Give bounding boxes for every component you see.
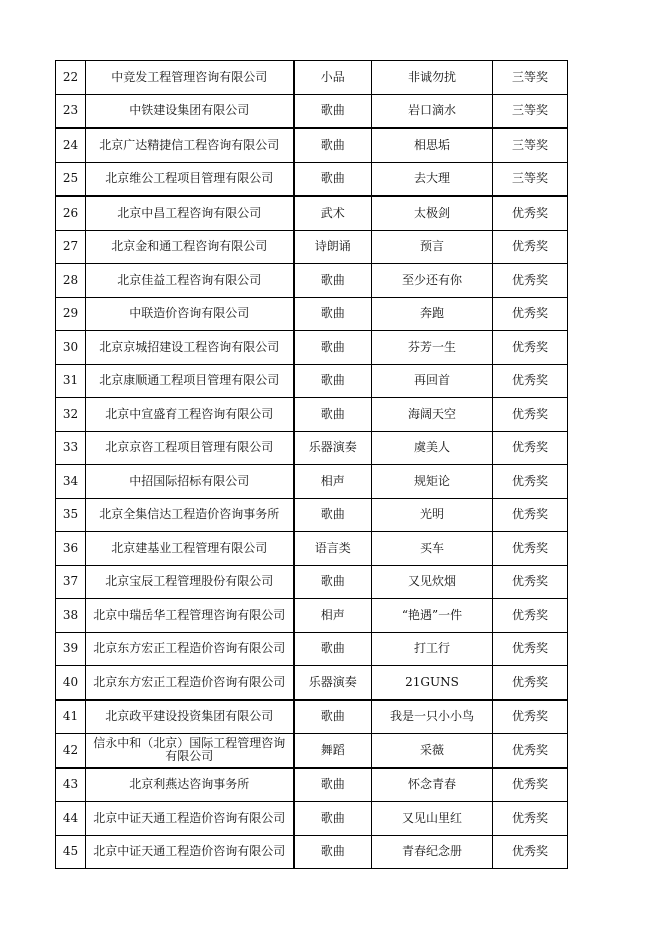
- program-category: 歌曲: [294, 768, 372, 802]
- program-category: 歌曲: [294, 398, 372, 432]
- company-name: 北京建基业工程管理有限公司: [86, 532, 294, 566]
- table-row: [56, 398, 568, 432]
- program-title: 奔跑: [372, 297, 493, 331]
- company-name: 北京中瑞岳华工程管理咨询有限公司: [86, 599, 294, 633]
- company-name: 中竞发工程管理咨询有限公司: [86, 61, 294, 95]
- program-category: 语言类: [294, 532, 372, 566]
- award-level: 优秀奖: [493, 632, 568, 666]
- row-number: 38: [56, 599, 86, 633]
- program-category: 小品: [294, 61, 372, 95]
- program-title: 相思垢: [372, 128, 493, 162]
- table-row: [56, 632, 568, 666]
- company-name: 中联造价咨询有限公司: [86, 297, 294, 331]
- row-number: 34: [56, 465, 86, 499]
- awards-table-body: [56, 61, 568, 869]
- row-number: 39: [56, 632, 86, 666]
- table-row: [56, 768, 568, 802]
- table-row: [56, 264, 568, 298]
- table-row: [56, 196, 568, 230]
- company-name: 北京利燕达咨询事务所: [86, 768, 294, 802]
- row-number: 32: [56, 398, 86, 432]
- award-level: 优秀奖: [493, 364, 568, 398]
- award-level: 优秀奖: [493, 599, 568, 633]
- company-name: 北京中证天通工程造价咨询有限公司: [86, 835, 294, 869]
- program-category: 歌曲: [294, 94, 372, 128]
- program-category: 歌曲: [294, 632, 372, 666]
- program-title: 非诚勿扰: [372, 61, 493, 95]
- program-category: 诗朗诵: [294, 230, 372, 264]
- program-category: 歌曲: [294, 364, 372, 398]
- table-row: [56, 364, 568, 398]
- award-level: 优秀奖: [493, 264, 568, 298]
- program-title: 打工行: [372, 632, 493, 666]
- program-category: 歌曲: [294, 802, 372, 836]
- row-number: 45: [56, 835, 86, 869]
- table-row: [56, 734, 568, 768]
- company-name: 中铁建设集团有限公司: [86, 94, 294, 128]
- program-title: 买车: [372, 532, 493, 566]
- award-level: 优秀奖: [493, 196, 568, 230]
- program-category: 歌曲: [294, 835, 372, 869]
- program-title: 青春纪念册: [372, 835, 493, 869]
- program-title: 规矩论: [372, 465, 493, 499]
- award-level: 三等奖: [493, 61, 568, 95]
- row-number: 31: [56, 364, 86, 398]
- table-row: [56, 297, 568, 331]
- row-number: 37: [56, 565, 86, 599]
- program-title: 太极剑: [372, 196, 493, 230]
- row-number: 36: [56, 532, 86, 566]
- program-title: 虞美人: [372, 431, 493, 465]
- award-level: 优秀奖: [493, 230, 568, 264]
- program-category: 乐器演奏: [294, 431, 372, 465]
- row-number: 23: [56, 94, 86, 128]
- row-number: 26: [56, 196, 86, 230]
- award-level: 优秀奖: [493, 700, 568, 734]
- company-name: 北京维公工程项目管理有限公司: [86, 162, 294, 196]
- table-row: [56, 498, 568, 532]
- company-name: 北京东方宏正工程造价咨询有限公司: [86, 666, 294, 700]
- company-name: 北京金和通工程咨询有限公司: [86, 230, 294, 264]
- row-number: 40: [56, 666, 86, 700]
- award-level: 三等奖: [493, 162, 568, 196]
- company-name: 北京京咨工程项目管理有限公司: [86, 431, 294, 465]
- company-name: 北京全集信达工程造价咨询事务所: [86, 498, 294, 532]
- row-number: 27: [56, 230, 86, 264]
- award-level: 优秀奖: [493, 835, 568, 869]
- row-number: 25: [56, 162, 86, 196]
- program-title: 我是一只小小鸟: [372, 700, 493, 734]
- row-number: 28: [56, 264, 86, 298]
- program-category: 歌曲: [294, 498, 372, 532]
- program-title: 去大理: [372, 162, 493, 196]
- table-row: [56, 565, 568, 599]
- table-row: [56, 230, 568, 264]
- table-row: [56, 700, 568, 734]
- award-level: 优秀奖: [493, 398, 568, 432]
- program-category: 乐器演奏: [294, 666, 372, 700]
- row-number: 35: [56, 498, 86, 532]
- awards-table: [55, 60, 568, 869]
- table-row: [56, 666, 568, 700]
- row-number: 41: [56, 700, 86, 734]
- program-title: 又见炊烟: [372, 565, 493, 599]
- program-title: 采薇: [372, 734, 493, 768]
- program-category: 歌曲: [294, 264, 372, 298]
- row-number: 30: [56, 331, 86, 365]
- program-category: 歌曲: [294, 700, 372, 734]
- award-level: 优秀奖: [493, 297, 568, 331]
- row-number: 42: [56, 734, 86, 768]
- row-number: 24: [56, 128, 86, 162]
- company-name: 北京中宣盛育工程咨询有限公司: [86, 398, 294, 432]
- company-name: 北京京城招建设工程咨询有限公司: [86, 331, 294, 365]
- program-category: 相声: [294, 599, 372, 633]
- table-row: [56, 431, 568, 465]
- award-level: 优秀奖: [493, 331, 568, 365]
- program-title: 光明: [372, 498, 493, 532]
- program-title: 岩口滴水: [372, 94, 493, 128]
- award-level: 优秀奖: [493, 666, 568, 700]
- award-level: 优秀奖: [493, 802, 568, 836]
- program-title: 怀念青春: [372, 768, 493, 802]
- table-row: [56, 162, 568, 196]
- company-name: 北京广达精捷信工程咨询有限公司: [86, 128, 294, 162]
- company-name: 北京东方宏正工程造价咨询有限公司: [86, 632, 294, 666]
- program-category: 武术: [294, 196, 372, 230]
- program-title: 又见山里红: [372, 802, 493, 836]
- award-level: 优秀奖: [493, 768, 568, 802]
- company-name: 北京宝辰工程管理股份有限公司: [86, 565, 294, 599]
- program-title: 芬芳一生: [372, 331, 493, 365]
- table-row: [56, 94, 568, 128]
- program-category: 歌曲: [294, 297, 372, 331]
- program-category: 歌曲: [294, 565, 372, 599]
- program-category: 歌曲: [294, 331, 372, 365]
- program-title: “艳遇”一件: [372, 599, 493, 633]
- company-name: 北京佳益工程咨询有限公司: [86, 264, 294, 298]
- company-name: 信永中和（北京）国际工程管理咨询有限公司: [86, 734, 294, 768]
- table-row: [56, 532, 568, 566]
- award-level: 三等奖: [493, 94, 568, 128]
- table-row: [56, 61, 568, 95]
- program-title: 21GUNS: [372, 666, 493, 700]
- table-row: [56, 599, 568, 633]
- program-title: 至少还有你: [372, 264, 493, 298]
- company-name: 北京政平建设投资集团有限公司: [86, 700, 294, 734]
- row-number: 44: [56, 802, 86, 836]
- row-number: 43: [56, 768, 86, 802]
- award-level: 优秀奖: [493, 734, 568, 768]
- program-category: 歌曲: [294, 128, 372, 162]
- row-number: 33: [56, 431, 86, 465]
- table-row: [56, 128, 568, 162]
- table-row: [56, 835, 568, 869]
- company-name: 北京中昌工程咨询有限公司: [86, 196, 294, 230]
- program-title: 预言: [372, 230, 493, 264]
- program-category: 歌曲: [294, 162, 372, 196]
- award-level: 优秀奖: [493, 498, 568, 532]
- row-number: 29: [56, 297, 86, 331]
- company-name: 北京康顺通工程项目管理有限公司: [86, 364, 294, 398]
- award-level: 优秀奖: [493, 532, 568, 566]
- program-category: 舞蹈: [294, 734, 372, 768]
- award-level: 优秀奖: [493, 465, 568, 499]
- award-level: 优秀奖: [493, 431, 568, 465]
- award-level: 三等奖: [493, 128, 568, 162]
- award-level: 优秀奖: [493, 565, 568, 599]
- program-title: 再回首: [372, 364, 493, 398]
- company-name: 中招国际招标有限公司: [86, 465, 294, 499]
- program-title: 海阔天空: [372, 398, 493, 432]
- table-row: [56, 465, 568, 499]
- row-number: 22: [56, 61, 86, 95]
- table-row: [56, 331, 568, 365]
- table-row: [56, 802, 568, 836]
- program-category: 相声: [294, 465, 372, 499]
- company-name: 北京中证天通工程造价咨询有限公司: [86, 802, 294, 836]
